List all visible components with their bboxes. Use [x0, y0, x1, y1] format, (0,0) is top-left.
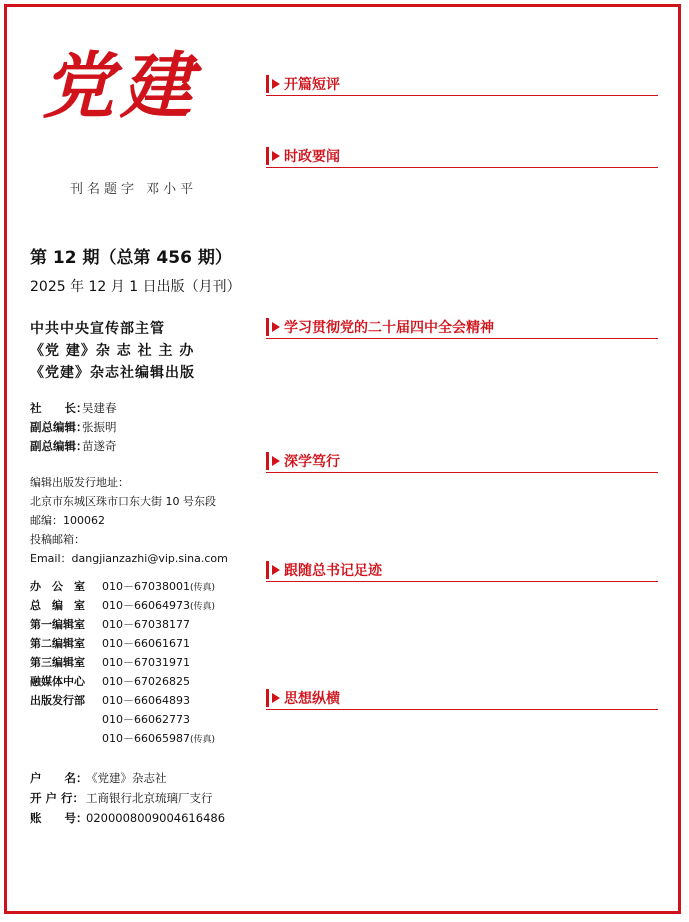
section-rule — [266, 472, 658, 473]
section-rule — [266, 581, 658, 582]
bank-row: 户 名：《党建》杂志社 — [30, 771, 167, 785]
section-bar — [266, 147, 269, 165]
email-address[interactable]: Email：dangjianzazhi@vip.sina.com — [30, 552, 228, 565]
section-arrow-icon — [272, 565, 280, 575]
bank-row: 账 号：0200008009004616486 — [30, 811, 226, 825]
sponsor-line: 《党 建》杂 志 社 主 办 — [30, 343, 195, 359]
section-arrow-icon — [272, 456, 280, 466]
email-label: 投稿邮箱： — [30, 533, 85, 546]
phone-row: 办 公 室 010－67038001(传真) — [30, 580, 216, 593]
section-bar — [266, 318, 269, 336]
section-arrow-icon — [272, 693, 280, 703]
section-bar — [266, 452, 269, 470]
section-arrow-icon — [272, 322, 280, 332]
staff-row — [30, 400, 117, 416]
phone-row: 010－66062773 — [102, 713, 190, 726]
section-bar — [266, 75, 269, 93]
section-header — [266, 688, 658, 710]
section-header — [266, 317, 658, 339]
staff-row — [30, 438, 117, 454]
section-arrow-icon — [272, 151, 280, 161]
sponsor-line: 中共中央宣传部主管 — [30, 321, 165, 337]
logo-calligraphy: 党建 — [42, 43, 199, 128]
zip-code: 邮编：100062 — [30, 514, 105, 527]
toc-section — [266, 74, 658, 96]
toc-section — [266, 146, 658, 168]
staff-row — [30, 419, 117, 435]
staff-name: 吴建春 — [82, 401, 117, 415]
phone-row: 出版发行部 010－66064893 — [30, 694, 190, 707]
section-rule — [266, 95, 658, 96]
issue-number: 第 12 期（总第 456 期） — [30, 248, 232, 268]
bank-row: 开 户 行： 工商银行北京琉璃厂支行 — [30, 791, 213, 805]
section-title: 跟随总书记足迹 — [284, 563, 382, 579]
magazine-logo — [30, 30, 270, 180]
phone-row: 第三编辑室 010－67031971 — [30, 656, 190, 669]
phone-row: 总 编 室 010－66064973(传真) — [30, 599, 216, 612]
section-header — [266, 74, 658, 96]
address-line: 北京市东城区珠市口东大街 10 号东段 — [30, 495, 216, 508]
staff-role: 副总编辑： — [30, 420, 88, 434]
toc-section — [266, 317, 658, 339]
toc-section — [266, 560, 658, 582]
logo-inscription: 刊名题字 邓小平 — [70, 182, 198, 197]
section-rule — [266, 167, 658, 168]
section-title: 深学笃行 — [284, 454, 340, 470]
toc-section — [266, 451, 658, 473]
sponsor-line: 《党建》杂志社编辑出版 — [30, 365, 195, 381]
phone-row: 第一编辑室 010－67038177 — [30, 618, 190, 631]
section-header — [266, 146, 658, 168]
section-arrow-icon — [272, 79, 280, 89]
section-title: 时政要闻 — [284, 149, 340, 165]
staff-name: 苗遂奇 — [82, 439, 117, 453]
section-bar — [266, 689, 269, 707]
section-title: 开篇短评 — [284, 77, 340, 93]
section-title: 思想纵横 — [284, 691, 340, 707]
publication-date: 2025 年 12 月 1 日出版（月刊） — [30, 279, 241, 295]
section-bar — [266, 561, 269, 579]
staff-role: 副总编辑： — [30, 439, 88, 453]
section-rule — [266, 338, 658, 339]
masthead-column — [30, 30, 270, 825]
address-label: 编辑出版发行地址： — [30, 476, 129, 489]
table-of-contents — [266, 0, 658, 922]
section-header — [266, 451, 658, 473]
staff-name: 张振明 — [82, 420, 117, 434]
phone-row: 010－66065987(传真) — [102, 732, 216, 745]
staff-role: 社 长： — [30, 401, 88, 415]
section-title: 学习贯彻党的二十届四中全会精神 — [284, 320, 494, 336]
section-rule — [266, 709, 658, 710]
phone-row: 第二编辑室 010－66061671 — [30, 637, 190, 650]
section-header — [266, 560, 658, 582]
toc-section — [266, 688, 658, 710]
phone-row: 融媒体中心 010－67026825 — [30, 675, 190, 688]
